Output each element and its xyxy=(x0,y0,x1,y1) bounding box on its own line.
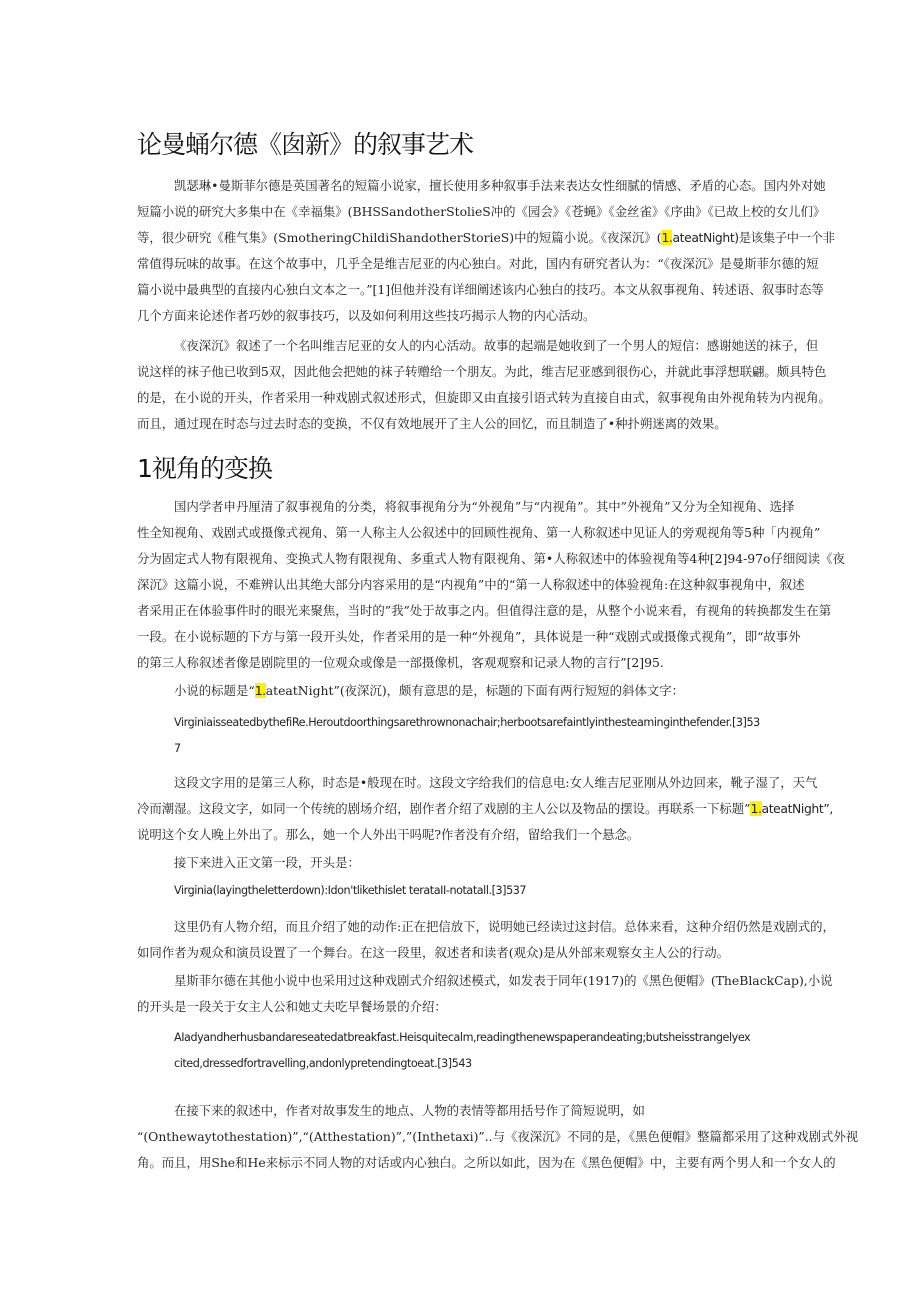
paragraph-line: 短篇小说的研究大多集中在《幸福集》(BHSSandotherStolieS冲的《园会》《苍蝇》《金丝雀》《序曲》《已故上校的女儿们》 xyxy=(137,204,826,219)
paragraph-line: 角。而且，用She和He来标示不同人物的对话或内心独白。之所以如此，因为在《黑色便帽》中，主要有两个男人和一个女人的 xyxy=(137,1155,836,1170)
line-segment: ateatNight)是该集子中一个非 xyxy=(672,230,835,245)
paragraph-line: 几个方面来论述作者巧妙的叙事技巧，以及如何利用这些技巧揭示人物的内心活动。 xyxy=(137,308,596,323)
paragraph-line: 接下来进入正文第一段，开头是： xyxy=(174,855,360,870)
paragraph-line: 如同作者为观众和演员设置了一个舞台。在这一段里，叙述者和读者(观众)是从外部来观察女主人公的行动。 xyxy=(137,945,730,960)
paragraph-line: 分为固定式人物有限视角、变换式人物有限视角、多重式人物有限视角、第•人称叙述中的体验视角等4种[2]94-97o仔细阅读《夜 xyxy=(137,551,845,566)
line-segment: 冷而潮湿。这段文字，如同一个传统的剧场介绍，剧作者介绍了戏剧的主人公以及物品的摆设。再联系一下标题” xyxy=(137,801,751,816)
paragraph-line: 常值得玩味的故事。在这个故事中，几乎全是维吉尼亚的内心独白。对此，国内有研究者认为：“《夜深沉》是曼斯菲尔德的短 xyxy=(137,256,819,271)
line-segment: 等，很少研究《稚气集》(SmotheringChildiShandotherStorieS)中的短篇小说。《夜深沉》( xyxy=(137,230,662,245)
english-quote: cited,dressedfortravelling,andonlypretendingtoeat.[3]543 xyxy=(174,1057,472,1070)
paragraph-line: 星斯菲尔德在其他小说中也采用过这种戏剧式介绍叙述模式，如发表于同年(1917)的《黑色便帽》(TheBlackCap),小说 xyxy=(174,973,833,988)
paragraph-line: 篇小说中最典型的直接内心独白文本之一。”[1]但他并没有详细阐述该内心独白的技巧。本文从叙事视角、转述语、叙事时态等 xyxy=(137,282,824,297)
english-quote: 7 xyxy=(174,742,181,755)
paragraph-line: 深沉》这篇小说，不难辨认出其绝大部分内容采用的是“内视角”中的“第一人称叙述中的体验视角:在这种叙事视角中，叙述 xyxy=(137,577,805,592)
paragraph-line: 国内学者申丹厘清了叙事视角的分类，将叙事视角分为“外视角”与“内视角”。其中”外视角”又分为全知视角、选择 xyxy=(174,499,795,514)
paragraph-line xyxy=(174,680,787,702)
article-title: 论曼蛹尔德《囱新》的叙事艺术 xyxy=(137,130,474,159)
paragraph-line: 说这样的袜子他已收到5双，因此他会把她的袜子转赠给一个朋友。为此，维吉尼亚感到很伤心，并就此事浮想联翩。颇具特色 xyxy=(137,364,827,379)
english-quote: Virginia(layingtheletterdown):Idon'tlikethislet terataII-notatall.[3]537 xyxy=(174,884,527,897)
line-segment: ateatNight”, xyxy=(761,801,833,816)
paragraph-line: “(Onthewaytothestation)”,“(Atthestation)”,”(Inthetaxi)”..与《夜深沉》不同的是，《黑色便帽》整篇都采用了这种戏剧式外视 xyxy=(137,1129,859,1144)
paragraph-line: 凯瑟琳•曼斯菲尔德是英国著名的短篇小说家，擅长使用多种叙事手法来表达女性细腻的情感、矛盾的心态。国内外对她 xyxy=(174,178,826,193)
english-quote: AIadyandherhusbandareseatedatbreakfast.Heisquitecalm,readingthenewspaperandeating;butsheisstrangelyex xyxy=(174,1031,751,1044)
highlighted-text: 1. xyxy=(661,230,673,245)
paragraph-line: 的开头是一段关于女主人公和她丈夫吃早餐场景的介绍： xyxy=(137,999,447,1014)
paragraph-line: 者采用正在体验事件时的眼光来聚焦，当时的”我”处于故事之内。但值得注意的是，从整个小说来看，有视角的转换都发生在第 xyxy=(137,603,832,618)
highlighted-text: 1. xyxy=(254,683,266,698)
paragraph-line xyxy=(137,227,835,249)
paragraph-line: 的第三人称叙述者像是剧院里的一位观众或像是一部摄像机，客观观察和记录人物的言行”[2]95. xyxy=(137,655,664,670)
line-segment: ateatNight”(夜深沉)，颇有意思的是，标题的下面有两行短短的斜体文字： xyxy=(265,683,685,698)
paragraph-line: 《夜深沉》叙述了一个名叫维吉尼亚的女人的内心活动。故事的起端是她收到了一个男人的短信：感谢她送的袜子，但 xyxy=(174,338,819,353)
section-heading: 1视角的变换 xyxy=(137,454,272,483)
paragraph-line: 的是，在小说的开头，作者采用一种戏剧式叙述形式，但旋即又由直接引语式转为直接自由式，叙事视角由外视角转为内视角。 xyxy=(137,390,831,405)
paragraph-line: 这段文字用的是第三人称，时态是•般现在时。这段文字给我们的信息电:女人维吉尼亚刚从外边回来，靴子湿了，天气 xyxy=(174,775,818,790)
paragraph-line: 而且，通过现在时态与过去时态的变换，不仅有效地展开了主人公的回忆，而且制造了•种扑朔迷离的效果。 xyxy=(137,416,727,431)
paragraph-line: 一段。在小说标题的下方与第一段开头处，作者采用的是一种“外视角”，具体说是一种“戏剧式或摄像式视角”，即“故事外 xyxy=(137,629,801,644)
paragraph-line: 性全知视角、戏剧式或摄像式视角、第一人称主人公叙述中的回顾性视角、第一人称叙述中见证人的旁观视角等5种「内视角” xyxy=(137,525,821,540)
highlighted-text: 1. xyxy=(750,801,762,816)
paragraph-line: 在接下来的叙述中，作者对故事发生的地点、人物的表情等都用括号作了简短说明，如 xyxy=(174,1103,645,1118)
english-quote: VirginiaisseatedbythefiRe.Heroutdoorthingsarethrownonachair;herbootsarefaintlyinthesteaminginthefender.[3]53 xyxy=(174,716,760,729)
paragraph-line xyxy=(137,798,833,820)
line-segment: 小说的标题是“ xyxy=(174,683,255,698)
paragraph-line: 这里仍有人物介绍，而且介绍了她的动作:正在把信放下，说明她已经读过这封信。总体来看，这种介绍仍然是戏剧式的， xyxy=(174,919,835,934)
paragraph-line: 说明这个女人晚上外出了。那么，她一个人外出干吗呢?作者没有介绍，留给我们一个悬念。 xyxy=(137,827,640,842)
